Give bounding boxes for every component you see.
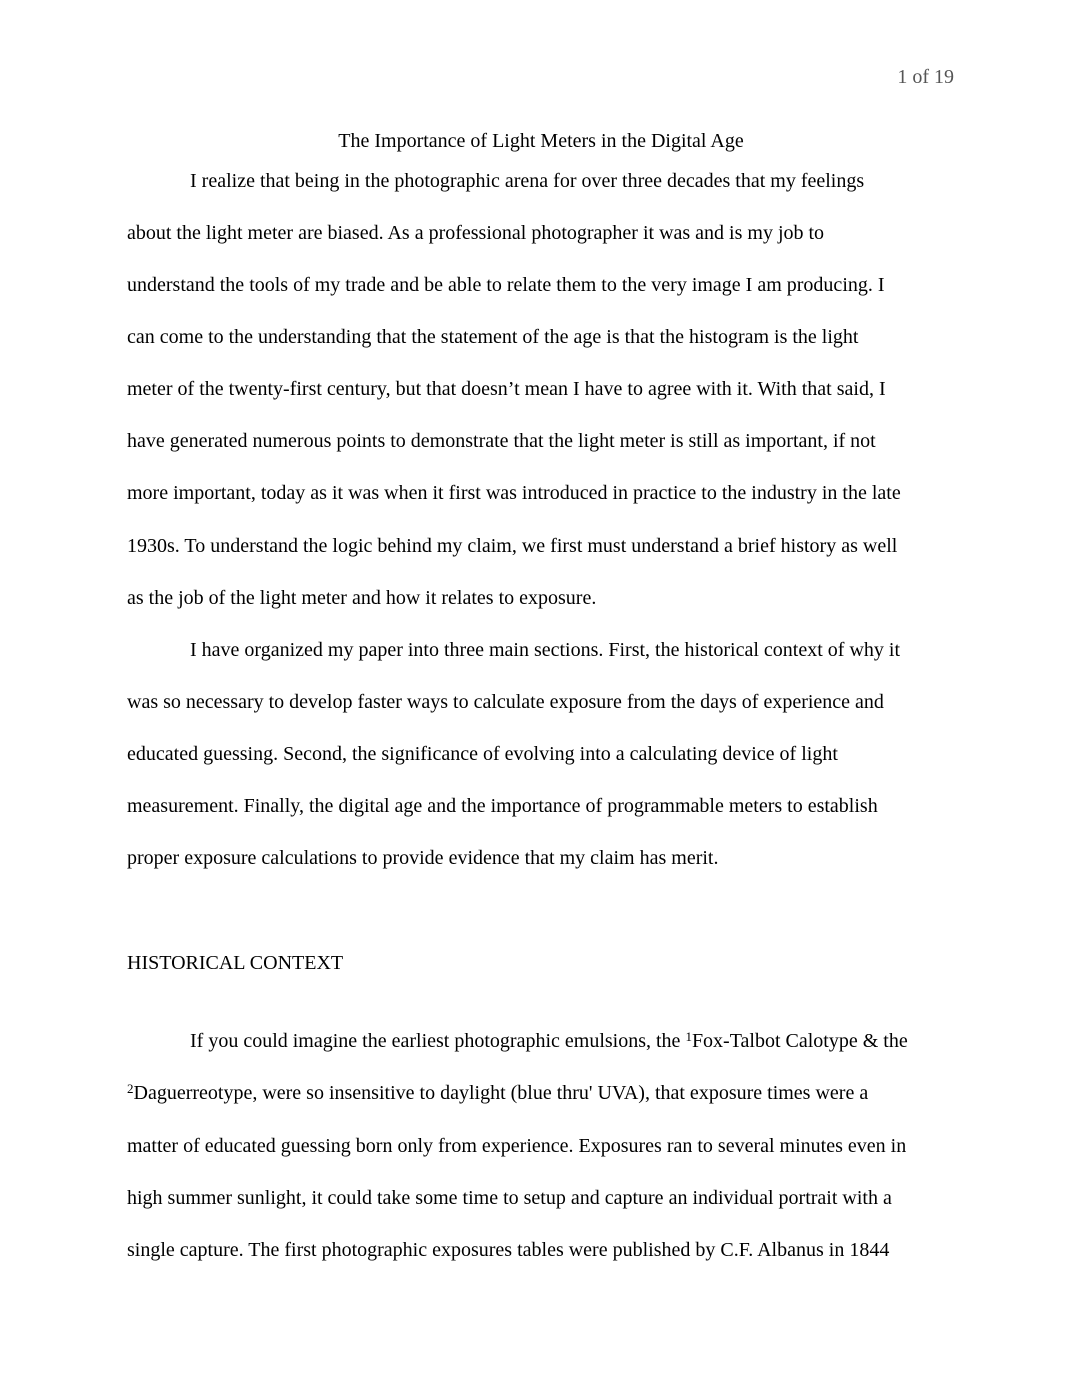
paragraph-line: I have organized my paper into three main sections. First, the historical context of why it <box>190 639 900 661</box>
line-text: Fox-Talbot Calotype & the <box>691 1030 908 1052</box>
paragraph-line: single capture. The first photographic exposures tables were published by C.F. Albanus in 1844 <box>127 1239 890 1261</box>
paragraph-line <box>190 1028 908 1054</box>
paragraph-line: I realize that being in the photographic arena for over three decades that my feelings <box>190 170 865 192</box>
footnote-marker[interactable]: 1 <box>685 1029 692 1044</box>
footnote-marker[interactable]: 2 <box>127 1081 134 1096</box>
paragraph-line: meter of the twenty-first century, but that doesn’t mean I have to agree with it. With that said, I <box>127 378 886 400</box>
paragraph-line: more important, today as it was when it first was introduced in practice to the industry in the late <box>127 482 901 504</box>
line-text: Daguerreotype, were so insensitive to daylight (blue thru' UVA), that exposure times were a <box>133 1082 869 1104</box>
document-title: The Importance of Light Meters in the Digital Age <box>338 130 744 152</box>
paragraph-line: high summer sunlight, it could take some time to setup and capture an individual portrait with a <box>127 1187 892 1209</box>
page-number: 1 of 19 <box>897 66 954 88</box>
paragraph-line: measurement. Finally, the digital age and the importance of programmable meters to establish <box>127 795 878 817</box>
paragraph-line: was so necessary to develop faster ways to calculate exposure from the days of experience and <box>127 691 884 713</box>
paragraph-line: as the job of the light meter and how it relates to exposure. <box>127 587 597 609</box>
paragraph-line: understand the tools of my trade and be able to relate them to the very image I am producing. I <box>127 274 885 296</box>
paragraph-line: educated guessing. Second, the significance of evolving into a calculating device of light <box>127 743 838 765</box>
line-text: If you could imagine the earliest photographic emulsions, the <box>190 1030 686 1052</box>
paragraph-line: have generated numerous points to demonstrate that the light meter is still as important, if not <box>127 430 876 452</box>
paragraph-line: proper exposure calculations to provide evidence that my claim has merit. <box>127 847 719 869</box>
section-heading: HISTORICAL CONTEXT <box>127 952 344 974</box>
paragraph-line: can come to the understanding that the statement of the age is that the histogram is the light <box>127 326 859 348</box>
paragraph-line: about the light meter are biased. As a professional photographer it was and is my job to <box>127 222 825 244</box>
paragraph-line <box>127 1080 868 1106</box>
paragraph-line: 1930s. To understand the logic behind my claim, we first must understand a brief history as well <box>127 535 898 557</box>
paragraph-line: matter of educated guessing born only from experience. Exposures ran to several minutes even in <box>127 1135 907 1157</box>
